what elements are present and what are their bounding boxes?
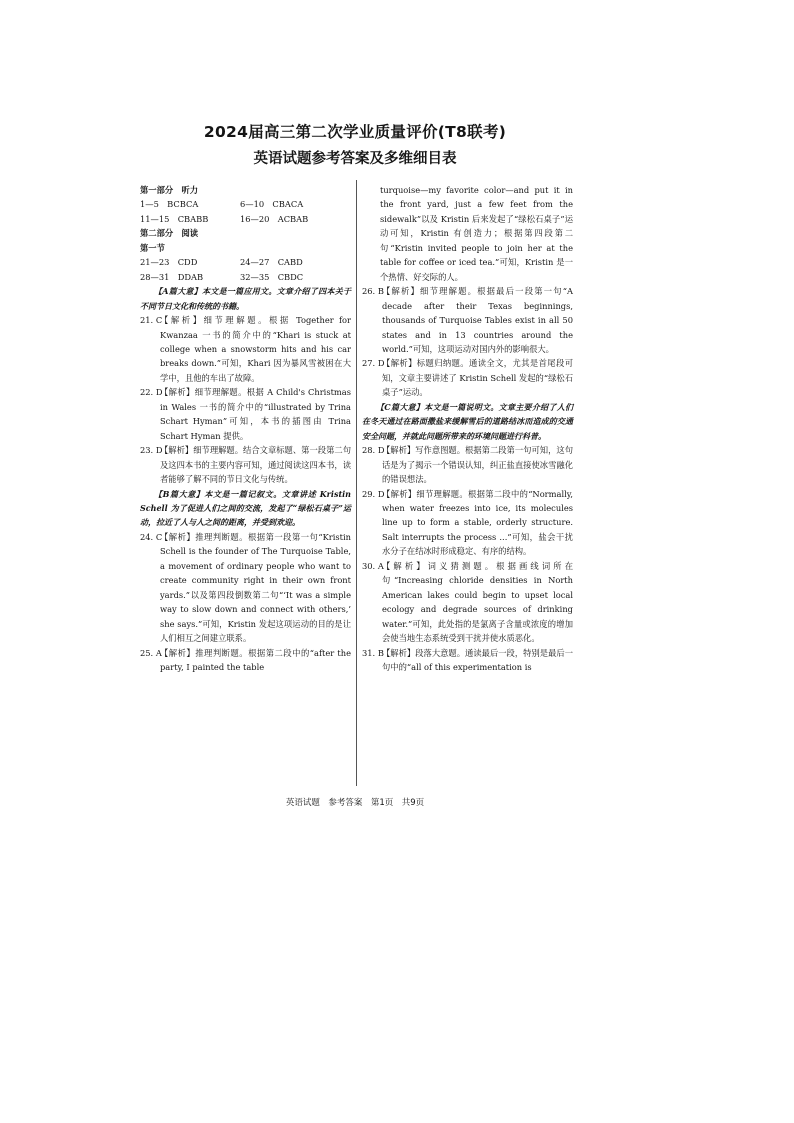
section1-heading: 第一节 <box>140 242 165 253</box>
explanation-23 <box>140 443 351 486</box>
explanation-21 <box>140 313 351 385</box>
question-number: 22. D <box>140 387 163 398</box>
explanation-31 <box>362 646 573 675</box>
column-divider <box>356 180 357 786</box>
question-number: 21. C <box>140 315 163 326</box>
explanation-text: 【解析】推理判断题。根据第一段第一句“Kristin Schell is the founder of The Turquoise Table, a movement of ordinary people who want to create community right in their own front yards.”以及第四段倒数第二句“‘It was a simple way to slow down and connect with others,’ she says.”可知，Kristin 发起这项运动的目的是让人们相互之间建立联系。 <box>160 531 351 644</box>
explanation-25 <box>140 646 351 675</box>
explanation-27 <box>362 356 573 399</box>
explanation-text: 【解析】细节理解题。根据最后一段第一句“A decade after their Texas beginnings, thousands of Turquoise Tables exist in all 50 states and in 13 countries around the world.”可知，这项运动对国内外的影响很大。 <box>382 286 573 354</box>
explanation-28 <box>362 443 573 486</box>
explanation-text: 【解析】推理判断题。根据第二段中的“after the party, I painted the table <box>160 647 351 672</box>
answer-row <box>140 197 351 211</box>
left-column <box>140 183 351 674</box>
question-number: 26. B <box>362 286 384 297</box>
passage-a-summary: 【A篇大意】本文是一篇应用文。文章介绍了四本关于不同节日文化和传统的书籍。 <box>140 286 351 311</box>
explanation-text: 【解析】细节理解题。结合文章标题、第一段第二句及这四本书的主要内容可知，通过阅读这四本书，读者能够了解不同的节日文化与传统。 <box>160 445 351 485</box>
question-number: 23. D <box>140 445 163 456</box>
question-number: 24. C <box>140 531 163 542</box>
page-subtitle: 英语试题参考答案及多维细目表 <box>253 151 457 167</box>
explanation-text: 【解析】细节理解题。根据 Together for Kwanzaa 一书的简介中的“Khari is stuck at college when a snowstorm hits and his car breaks down.”可知，Khari 因为暴风雪被困在大学中，且他的车出了故障。 <box>160 315 351 383</box>
explanation-29 <box>362 487 573 559</box>
part1-heading: 第一部分 听力 <box>140 185 199 195</box>
explanation-30 <box>362 559 573 646</box>
right-column <box>362 183 573 674</box>
answer-row <box>140 270 351 284</box>
answer-range: 16—20 ACBAB <box>240 213 309 224</box>
explanation-text: 【解析】写作意图题。根据第二段第一句可知，这句话是为了揭示一个错误认知，纠正盐直接使冰雪融化的错误想法。 <box>382 445 573 485</box>
passage-c-summary: 【C篇大意】本文是一篇说明文。文章主要介绍了人们在冬天通过在路面撒盐来缓解雪后的道路结冰而造成的交通安全问题，并就此问题所带来的环境问题进行科普。 <box>362 401 573 441</box>
question-number: 31. B <box>362 647 384 658</box>
answer-range: 32—35 CBDC <box>240 271 304 282</box>
explanation-text: 【解析】词义猜测题。根据画线词所在句“Increasing chloride densities in North American lakes could begin to upset local ecology and degrade sources of drinking water.”可知，此处指的是氯离子含量或浓度的增加会使当地生态系统受到干扰并使水质恶化。 <box>382 560 573 644</box>
explanation-24 <box>140 530 351 646</box>
page-footer: 英语试题 参考答案 第1页 共9页 <box>285 798 425 808</box>
question-number: 27. D <box>362 358 385 369</box>
answer-range: 28—31 DDAB <box>140 271 204 282</box>
question-number: 28. D <box>362 445 385 456</box>
explanation-26 <box>362 284 573 356</box>
passage-b-summary: 【B篇大意】本文是一篇记叙文。文章讲述 Kristin Schell 为了促进人们之间的交流，发起了“绿松石桌子”运动，拉近了人与人之间的距离，并受到欢迎。 <box>140 488 351 528</box>
answer-range: 11—15 CBABB <box>140 213 209 224</box>
answer-row <box>140 212 351 226</box>
explanation-text: 【解析】标题归纳题。通读全文，尤其是首尾段可知，文章主要讲述了 Kristin Schell 发起的“绿松石桌子”运动。 <box>382 358 573 398</box>
question-number: 30. A <box>362 560 384 571</box>
explanation-22 <box>140 385 351 443</box>
explanation-text: 【解析】段落大意题。通读最后一段，特别是最后一句中的“all of this experimentation is <box>382 647 573 672</box>
question-number: 25. A <box>140 647 162 658</box>
answer-range: 24—27 CABD <box>240 257 303 268</box>
answer-sheet <box>140 118 573 808</box>
answer-range: 6—10 CBACA <box>240 199 304 210</box>
answer-row <box>140 255 351 269</box>
page-title: 2024届高三第二次学业质量评价(T8联考) <box>203 123 507 141</box>
answer-range: 1—5 BCBCA <box>140 199 199 210</box>
question-number: 29. D <box>362 488 385 499</box>
explanation-text: 【解析】细节理解题。根据 A Child's Christmas in Wales 一书的简介中的“illustrated by Trina Schart Hyman”可知，本书的插图由 Trina Schart Hyman 提供。 <box>160 387 351 441</box>
part2-heading: 第二部分 阅读 <box>140 228 199 239</box>
explanation-25-continued: turquoise—my favorite color—and put it in the front yard, just a few feet from the sidewalk”以及 Kristin 后来发起了“绿松石桌子”运动可知，Kristin 有创造力；根据第四段第二句“Kristin invited people to join her at the table for coffee or iced tea.”可知，Kristin 是一个热情、好交际的人。 <box>380 185 573 282</box>
explanation-text: 【解析】细节理解题。根据第二段中的“Normally, when water freezes into ice, its molecules line up to form a stable, orderly structure. Salt interrupts the process ...”可知，盐会干扰水分子在结冰时形成稳定、有序的结构。 <box>382 488 573 557</box>
answer-range: 21—23 CDD <box>140 257 198 268</box>
